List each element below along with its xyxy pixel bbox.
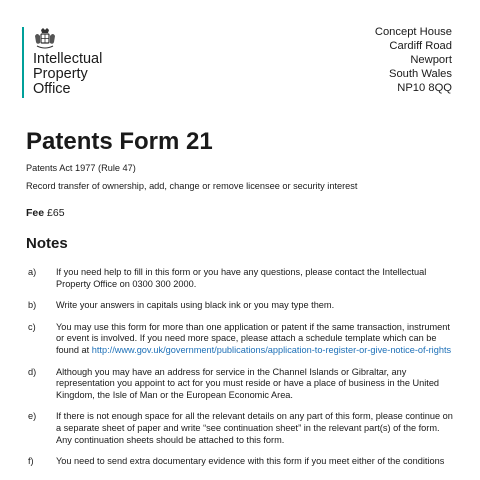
schedule-template-link[interactable]: http://www.gov.uk/government/publications/application-to-register-or-give-notice-of-rights [91, 344, 452, 355]
legislation-reference: Patents Act 1977 (Rule 47) [26, 163, 136, 173]
address-line: Cardiff Road [389, 40, 452, 52]
form-purpose: Record transfer of ownership, add, change or remove licensee or security interest [26, 181, 358, 191]
org-name-line: Property [33, 66, 88, 82]
note-text: If you need help to fill in this form or you have any questions, please contact the Intellectual Property Office on 0300 300 2000. [56, 267, 427, 289]
royal-coat-of-arms-icon [33, 28, 57, 50]
notes-list [26, 267, 456, 468]
address-line: NP10 8QQ [397, 82, 452, 94]
address-line: Concept House [374, 26, 452, 38]
list-item [26, 267, 456, 290]
organisation-name [33, 52, 102, 97]
note-marker: f) [28, 456, 34, 467]
list-item [26, 300, 456, 312]
fee-label: Fee [26, 207, 45, 219]
note-marker: a) [28, 267, 37, 277]
notes-heading: Notes [26, 235, 68, 252]
note-marker: d) [28, 366, 37, 377]
note-text: You may use this form for more than one application or patent if the same transaction, instrument or event is involved. If you need more space, please attach a schedule template which can be found at [56, 321, 450, 355]
brand-accent-bar [22, 27, 24, 98]
address-line: Newport [410, 54, 452, 66]
address-line: South Wales [388, 68, 452, 80]
list-item [26, 456, 456, 468]
form-title: Patents Form 21 [26, 128, 213, 155]
list-item [26, 322, 456, 357]
note-marker: c) [28, 321, 36, 332]
note-text: Although you may have an address for service in the Channel Islands or Gibraltar, any representation you appoint to act for you must reside or have a place of business in the United Kingdom, the Isle of Man or the European Economic Area. [56, 366, 440, 400]
note-marker: e) [28, 411, 37, 422]
note-text: You need to send extra documentary evidence with this form if you meet either of the conditions [56, 456, 445, 467]
office-address [375, 25, 452, 95]
note-text: Write your answers in capitals using black ink or you may type them. [56, 300, 335, 311]
fee-line [26, 207, 65, 219]
note-text: If there is not enough space for all the relevant details on any part of this form, please continue on a separate sheet of paper and write “see continuation sheet” in the relevant part(s) of the form. Any continuation sheets should be attached to this form. [56, 411, 453, 445]
org-name-line: Office [33, 81, 71, 97]
list-item [26, 367, 456, 402]
note-marker: b) [28, 300, 37, 311]
fee-value: £65 [47, 207, 65, 219]
org-name-line: Intellectual [33, 51, 103, 67]
list-item [26, 411, 456, 446]
